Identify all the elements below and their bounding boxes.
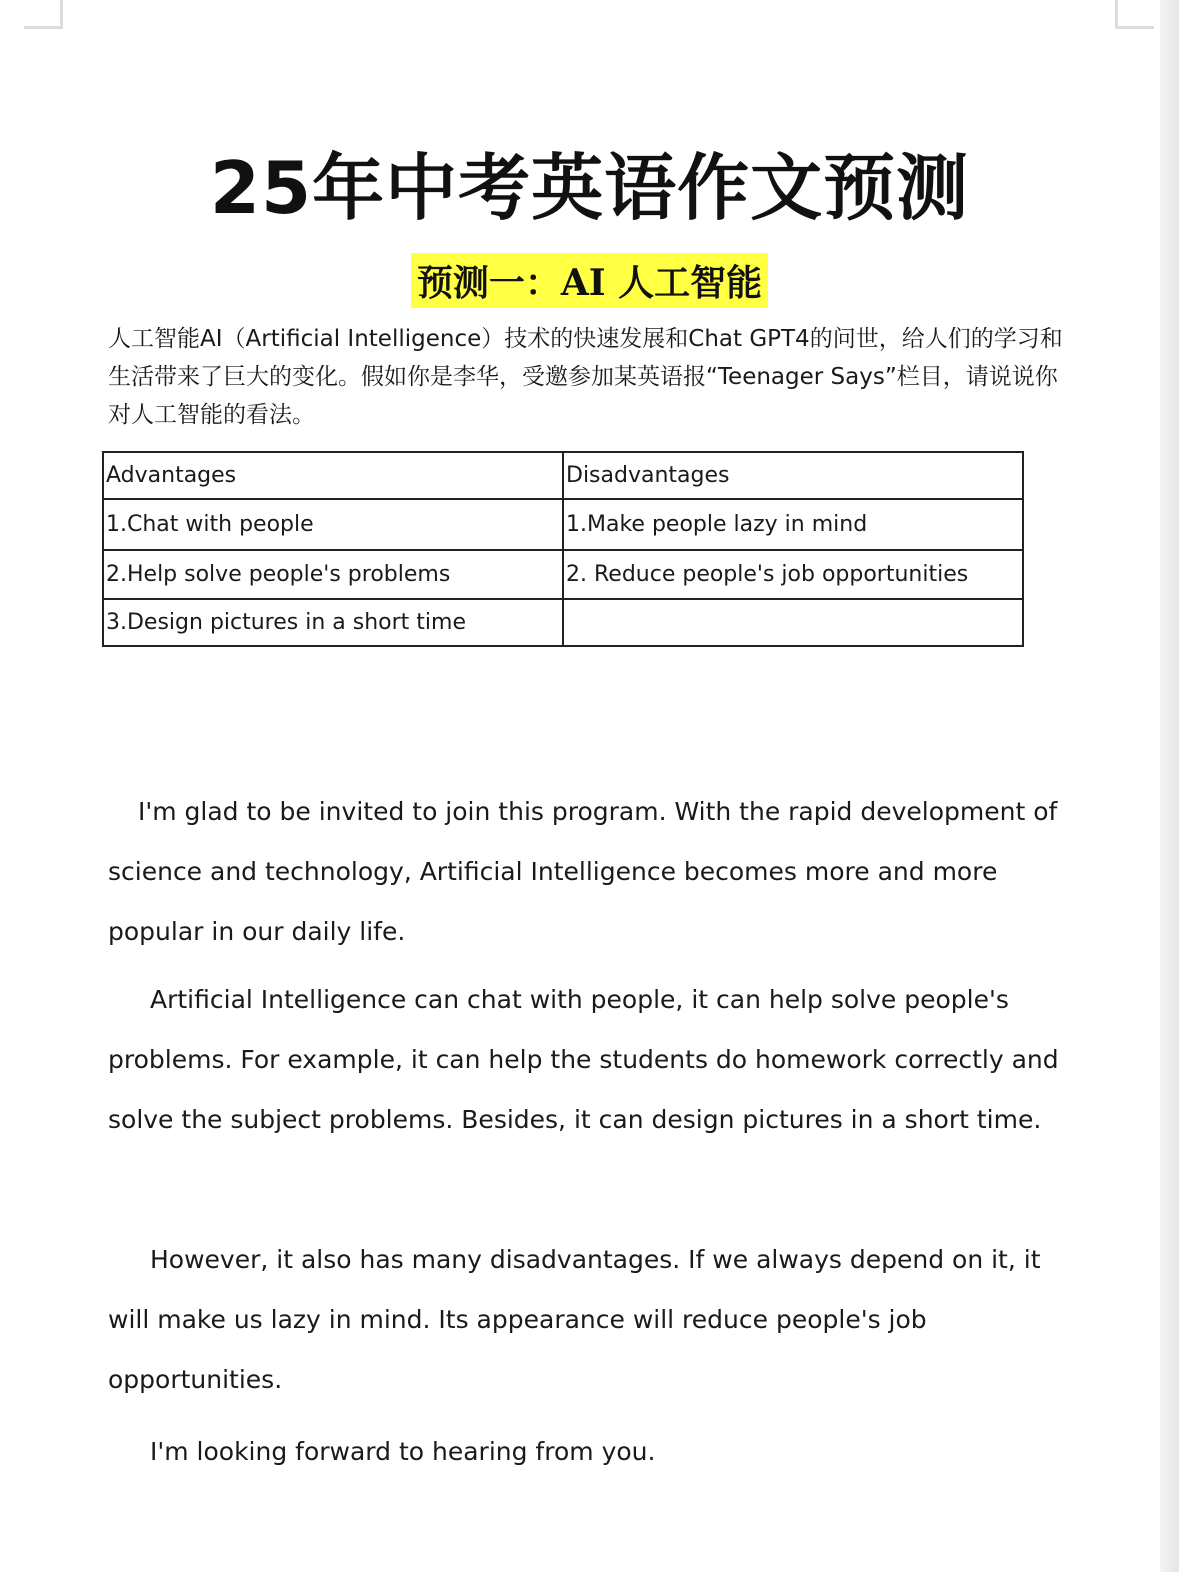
page-edge-shadow xyxy=(1160,0,1179,1572)
table-header-row xyxy=(103,452,1023,499)
subtitle-container xyxy=(0,253,1179,308)
table-cell: 2. Reduce people's job opportunities xyxy=(563,550,1023,599)
page-corner-mark-top-left xyxy=(24,0,63,29)
table-row xyxy=(103,599,1023,646)
table-cell: 1.Make people lazy in mind xyxy=(563,499,1023,550)
table-row xyxy=(103,550,1023,599)
table-cell xyxy=(563,599,1023,646)
table-cell: 3.Design pictures in a short time xyxy=(103,599,563,646)
essay-paragraph-3: However, it also has many disadvantages. If we always depend on it, it will make us lazy in mind. Its appearance will reduce people's job opportunities. xyxy=(108,1245,1041,1394)
advantages-table xyxy=(102,451,1024,647)
highlighted-subtitle: 预测一：AI 人工智能 xyxy=(411,253,768,308)
table-row xyxy=(103,499,1023,550)
prompt-intro: 人工智能AI（Artificial Intelligence）技术的快速发展和Chat GPT4的问世，给人们的学习和生活带来了巨大的变化。假如你是李华，受邀参加某英语报“Teenager Says”栏目，请说说你对人工智能的看法。 xyxy=(108,326,1063,428)
essay-paragraph-1: I'm glad to be invited to join this program. With the rapid development of science and technology, Artificial Intelligence becomes more and more popular in our daily life. xyxy=(108,797,1058,946)
table-header-cell: Advantages xyxy=(103,452,563,499)
essay-paragraph-2: Artificial Intelligence can chat with people, it can help solve people's problems. For example, it can help the students do homework correctly and solve the subject problems. Besides, it can design pictures in a short time. xyxy=(108,985,1059,1134)
page-corner-mark-top-right xyxy=(1115,0,1154,29)
table-cell: 1.Chat with people xyxy=(103,499,563,550)
essay-paragraph-4: I'm looking forward to hearing from you. xyxy=(150,1437,656,1466)
table-cell: 2.Help solve people's problems xyxy=(103,550,563,599)
table-header-cell: Disadvantages xyxy=(563,452,1023,499)
document-title: 25年中考英语作文预测 xyxy=(209,146,970,230)
